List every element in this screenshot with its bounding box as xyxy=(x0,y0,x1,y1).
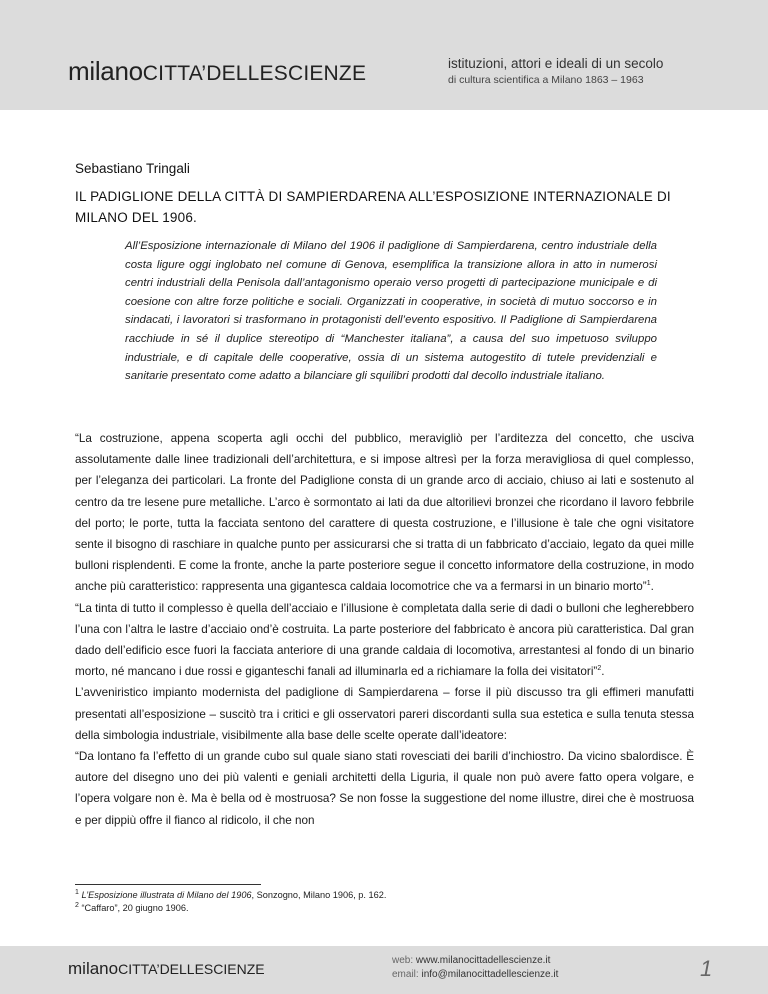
website-link[interactable]: www.milanocittadellescienze.it xyxy=(415,955,551,966)
footnote-divider xyxy=(75,884,261,885)
footnote-1: $^1$ L’Esposizione illustrata di Milano del 1906, Sonzogno, Milano 1906, p. 162. xyxy=(75,888,387,900)
logo-word-milano: milano xyxy=(68,56,143,86)
footer-contact xyxy=(392,954,558,982)
body-paragraph-1: “La costruzione, appena scoperta agli occhi del pubblico, meravigliò per l’arditezza del concetto, che usciva assolutamente dalle linee tradizionali dell’architettura, e si impose altresì per la forza meravigliosa di quel complesso, per l’eleganza dei particolari. La fronte del Padiglione consta di un grande arco di acciaio, chiuso ai lati e sostenuto al centro da tre lesene pure metalliche. L’arco è sormontato ai lati da due altorilievi bronzei che ricordano il lavoro febbrile del porto; le porte, tutta la facciata sentono del carattere di questa costruzione, e l’illusione è tale che ogni visitatore sente il bisogno di raschiare in qualche punto per assicurarsi che si tratta di un fabbricato d’acciaio, legato da quei mille bulloni risplendenti. E come la fronte, anche la parte posteriore segue il concetto informatore della costruzione, in modo anche più caratteristico: rappresenta una gigantesca caldaia locomotrice che va a fermarsi in un binario morto”$^1$. xyxy=(75,432,694,594)
footer-logo: milanoCITTA’DELLESCIENZE xyxy=(68,959,265,978)
body-paragraph-3: L’avveniristico impianto modernista del padiglione di Sampierdarena – forse il più discusso tra gli effimeri manufatti presentati all’esposizione – suscitò tra i critici e gli osservatori pareri discordanti sulla sua estetica e sulla tenuta stessa della simbologia industriale, visibilmente alla base delle scelte operate dall’ideatore: xyxy=(75,686,694,742)
body-paragraph-2: “La tinta di tutto il complesso è quella dell’acciaio e l’illusione è completata dalla serie di dadi o bulloni che legherebbero l’una con l’altra le lastre d’acciaio ond’è costruita. La parte posteriore del fabbricato è ancora più caratteristica. Dal gran dado dell’edificio esce fuori la facciata anteriore di una grande caldaia di locomotiva, arrestantesi al fondo di un binario morto, né mancano i due rossi e giganteschi fanali ad illuminarla ed a richiamare la folla dei visitatori”$^2$. xyxy=(75,601,694,679)
email-link[interactable]: info@milanocittadellescienze.it xyxy=(421,969,559,980)
article-body xyxy=(75,428,694,831)
header-tagline xyxy=(448,55,663,89)
logo-word-citta-delle-scienze: CITTA’DELLESCIENZE xyxy=(142,62,367,85)
footnote-2: $^2$ “Caffaro”, 20 giugno 1906. xyxy=(75,901,189,913)
footnote-ref-2[interactable]: 2 xyxy=(597,665,602,673)
header-logo xyxy=(68,56,366,89)
tagline-line-1: istituzioni, attori e ideali di un secolo xyxy=(448,56,664,71)
footnotes xyxy=(75,889,386,915)
body-paragraph-4: “Da lontano fa l’effetto di un grande cubo sul quale siano stati rovesciati dei barili d’inchiostro. Da vicino sbalordisce. È autore del disegno uno dei più valenti e geniali architetti della Liguria, il quale non può avere fatto opera volgare, e l’opera volgare non è. Ma è bella od è mostruosa? Se non fosse la suggestione del nome illustre, direi che è mostruosa e per dippiù offre il fianco al ridicolo, il che non xyxy=(75,750,694,827)
page-number: 1 xyxy=(700,956,713,981)
tagline-line-2: di cultura scientifica a Milano 1863 – 1963 xyxy=(448,74,644,86)
footer-email: email: info@milanocittadellescienze.it xyxy=(392,969,559,980)
article-author: Sebastiano Tringali xyxy=(75,161,190,176)
article-title: IL PADIGLIONE DELLA CITTÀ DI SAMPIERDARENA ALL’ESPOSIZIONE INTERNAZIONALE DI MILANO DEL 1906. xyxy=(75,189,671,225)
footer-web: web: www.milanocittadellescienze.it xyxy=(392,955,551,966)
footnote-ref-1[interactable]: 1 xyxy=(646,580,651,588)
article-abstract: All’Esposizione internazionale di Milano del 1906 il padiglione di Sampierdarena, centro industriale della costa ligure oggi inglobato nel comune di Genova, esemplifica la transizione allora in atto in numerosi centri industriali della Penisola dall’antagonismo operaio verso progetti di partecipazione municipale e di coesione con altre forze politiche e sociali. Organizzati in cooperative, in società di mutuo soccorso e in sindacati, i lavoratori si trasformano in protagonisti dell’evento espositivo. Il Padiglione di Sampierdarena racchiude in sé il duplice stereotipo di “Manchester italiana”, a causa del suo impetuoso sviluppo industriale, e di capitale delle cooperative, ossia di un sistema autogestito di tutele previdenziali e sanitarie presentato come adatto a bilanciare gli squilibri prodotti dal decollo industriale italiano. xyxy=(125,240,657,383)
